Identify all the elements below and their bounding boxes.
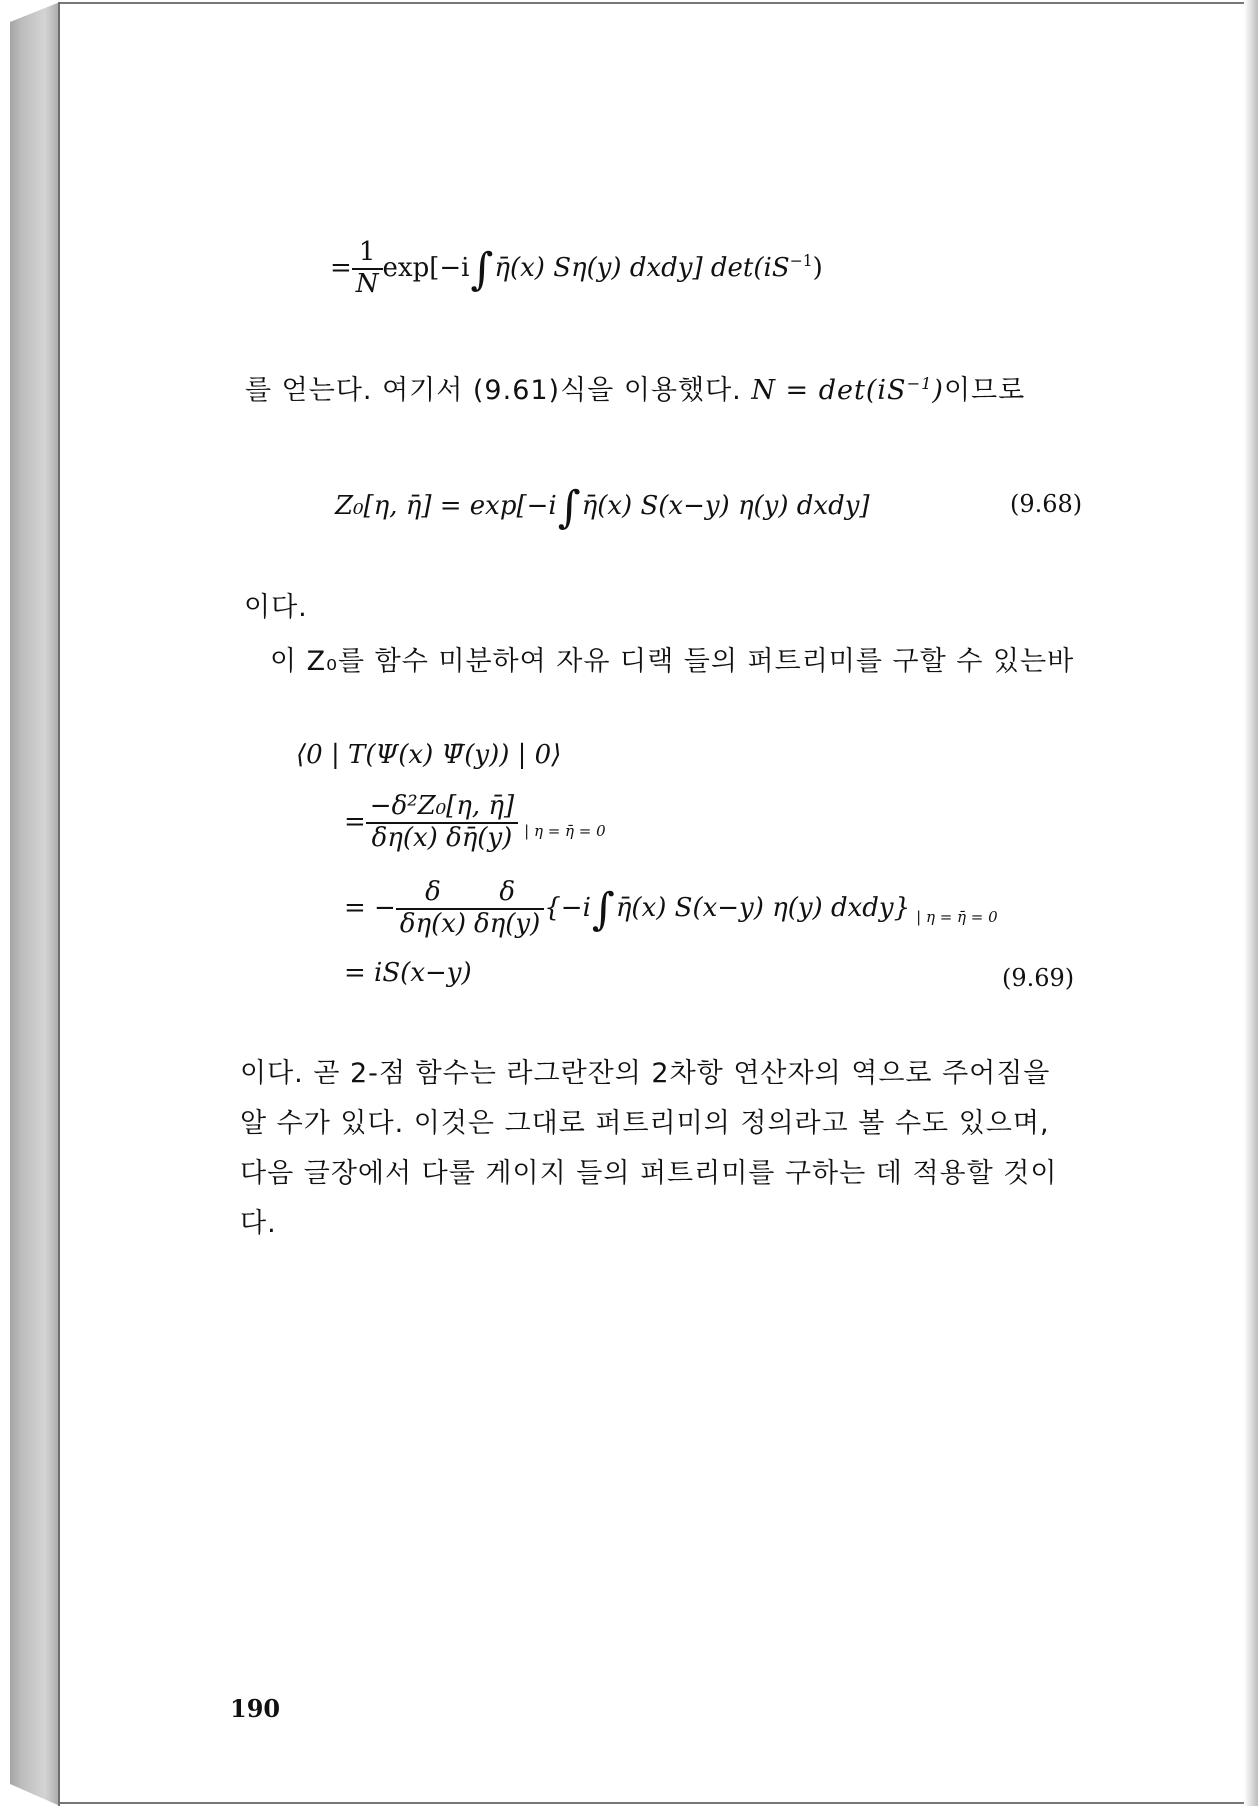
derivative-eta-bar: $\frac{\delta}{\delta\eta(y)}$: [470, 878, 544, 940]
equation-exp-det: = $\frac{1}{N}$ exp[−i∫η̄(x) Sη(y) dxdy] $\det(iS^{-1})$: [330, 237, 823, 299]
integral-sign: ∫: [470, 243, 494, 295]
paragraph-differentiate: 이 Z₀를 함수 미분하여 자유 디랙 들의 퍼트리미를 구할 수 있는바: [270, 646, 1075, 677]
page-number: 190: [230, 1694, 281, 1723]
functional-derivative-fraction: $\frac{\text{−δ²Z₀[η, η̄]}}{\delta\eta(x) \delta\etā(y)}$: [366, 792, 518, 854]
equation-9-69-step2: = − $\frac{\delta}{\delta\eta(x)}$ $\frac{\delta}{\delta\eta(y)}$ {−i∫η̄(x) S(x−y) η(y) dxdy} $_{| \eta = \etā = 0}$: [344, 877, 998, 939]
paragraph-line-ida: 이다.: [244, 592, 308, 623]
derivative-eta: $\frac{\delta}{\delta\eta(x)}$: [396, 878, 470, 940]
evaluation-condition: | η = η̄ = 0: [524, 821, 606, 840]
equation-number-9-68: (9.68): [1010, 490, 1083, 518]
propagator-vev: ⟨0 | T(Ψ(x) Ψ̄(y)) | 0⟩: [296, 740, 562, 770]
paragraph-line-3: 다음 글장에서 다룰 게이지 들의 퍼트리미를 구하는 데 적용할 것이: [240, 1158, 1058, 1189]
page-right-edge: [1244, 0, 1258, 1806]
integral-sign: ∫: [591, 883, 615, 935]
paragraph-obtain: 를 얻는다. 여기서 (9.61)식을 이용했다. $N = \det(iS^{-1})$이므로: [245, 374, 1026, 406]
fraction-1-over-n: $\frac{1}{N}$: [352, 238, 383, 300]
equation-9-68: Z₀[η, η̄] = exp[−i∫η̄(x) S(x−y) η(y) dxdy]: [335, 482, 870, 533]
equation-number-9-69: (9.69): [1002, 964, 1075, 992]
integral-sign: ∫: [557, 482, 581, 533]
book-spine-edge: [0, 0, 60, 1806]
paragraph-line-4: 다.: [240, 1208, 277, 1239]
evaluation-condition: | η = η̄ = 0: [916, 907, 998, 926]
paragraph-line-1: 이다. 곧 2-점 함수는 라그란잔의 2차항 연산자의 역으로 주어짐을: [240, 1058, 1051, 1089]
equation-9-69-step1: = $\frac{\text{−δ²Z₀[η, η̄]}}{\delta\eta(x) \delta\etā(y)}$ $_{| \eta = \etā = 0}$: [344, 791, 606, 853]
paragraph-line-2: 알 수가 있다. 이것은 그대로 퍼트리미의 정의라고 볼 수도 있으며,: [240, 1108, 1050, 1139]
equation-9-69-result: = iS(x−y): [344, 958, 472, 988]
